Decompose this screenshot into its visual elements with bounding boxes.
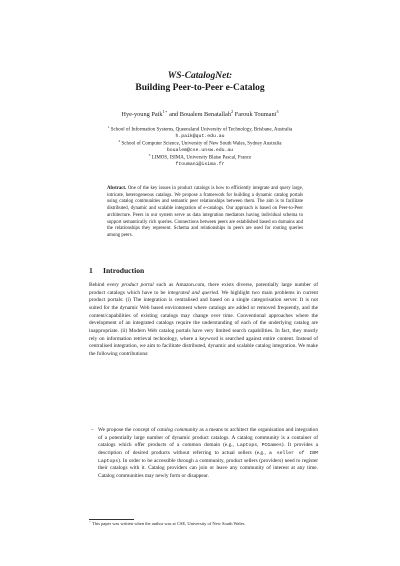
bullet-dash: –: [91, 427, 94, 433]
affiliation-2: $^2$ School of Computer Science, University of New South Wales, Sydney Australia: [118, 139, 282, 147]
author-2: Boualem Benatallah: [179, 111, 231, 118]
section-number: 1: [89, 266, 93, 275]
footnote-text: This paper was written when the author was at CSE, University of New South Wales.: [92, 521, 246, 526]
intro-paragraph: Behind every product portal such as Amazon.com, there exists diverse, potentially large number of product catalogs which have to be integrated and queried. We highlight two main problems in current product portals: (i) The integration is centralised and based on a single categorisation server. It is not suited for the dynamic Web based environment where catalogs are added or removed frequently, and the content/capabilities of existing catalogs may change over time. Conventional approaches where the development of an integrated catalogs require the understanding of each of the underlying catalog are inappropriate. (ii) Modern Web catalog portals have very limited search capabilities. In fact, they mostly rely on information retrieval technology, where a keyword is searched against entire content. Instead of centralised integration, we aim to facilitate distributed, dynamic and scalable catalog integration. We make the following contributions:: [89, 282, 318, 357]
code-laptops: Laptops: [237, 443, 258, 449]
emphasis-product-portal: product portal: [121, 282, 154, 288]
abstract-label: Abstract.: [107, 186, 127, 191]
author-1-affil: 1: [162, 108, 165, 114]
bullet-text: We propose the concept of catalog community as a means to architect the organisation and integration of a potentially large number of dynamic product catalogs. A catalog community is a container of catalogs which offer products of a common domain (e.g., Laptops, PCGames). It provides a description of desired products without referring to actual sellers (e.g., a seller of IBM Laptops). In order to be accessible through a community, product sellers (providers) need to register their catalogs with it. Catalog providers can join or leave any community of interest at any time. Catalog communities may newly form or disappear.: [98, 427, 319, 479]
author-1-footnote-mark: ⋆: [164, 108, 168, 114]
author-and: and: [169, 111, 179, 118]
affiliations: [0, 127, 400, 169]
author-list: [0, 108, 400, 119]
footnote-mark: ⋆: [89, 519, 91, 524]
title-line-2: Building Peer-to-Peer e-Catalog: [135, 83, 265, 93]
title-line-1: WS-CatalogNet:: [167, 71, 233, 81]
affiliation-3-email: ftoumani@isima.fr: [175, 162, 225, 168]
author-1: Hye-young Paik: [121, 111, 163, 118]
abstract: [107, 186, 303, 240]
paper-title: [0, 70, 400, 94]
emphasis-integrated-queried: integrated and queried: [167, 289, 219, 296]
footnote: [89, 521, 318, 527]
affiliation-3: $^3$ LIMOS, ISIMA, University Blaise Pascal, France: [148, 153, 252, 161]
code-pcgames: PCGames: [261, 443, 282, 449]
affiliation-1: $^1$ School of Information Systems, Queensland University of Technology, Brisbane, Australia: [107, 125, 293, 133]
abstract-text: One of the key issues in product catalogs is how to efficiently integrate and query large, intricate, heterogeneous catalogs. We propose a framework for building a dynamic catalog portals using catalog communities and semantic peer relationships between them. The aim is to facilitate distributed, dynamic and scalable integration of e-catalogs. Our approach is based on Peer-to-Peer architecture. Peers in our system serve as data integration mediators having individual schema to support semantically rich queries. Connections between peers are established based on domains and the relationships they represent. Schema and relationships in peers are used for routing queries among peers.: [107, 186, 303, 238]
footnote-rule: [89, 519, 134, 520]
author-3: Farouk Toumani: [234, 111, 277, 118]
affiliation-2-email: boualem@cse.unsw.edu.au: [166, 148, 234, 154]
section-heading: [89, 266, 144, 275]
affiliation-1-email: h.paik@qut.edu.au: [175, 134, 225, 140]
section-title: Introduction: [103, 266, 145, 275]
code-seller-example: a seller of IBM Laptops: [98, 450, 318, 464]
author-2-affil: 2: [230, 108, 234, 114]
author-3-affil: 3: [276, 108, 279, 114]
emphasis-catalog-community: catalog community: [156, 427, 198, 433]
contribution-list-item: [89, 427, 318, 481]
